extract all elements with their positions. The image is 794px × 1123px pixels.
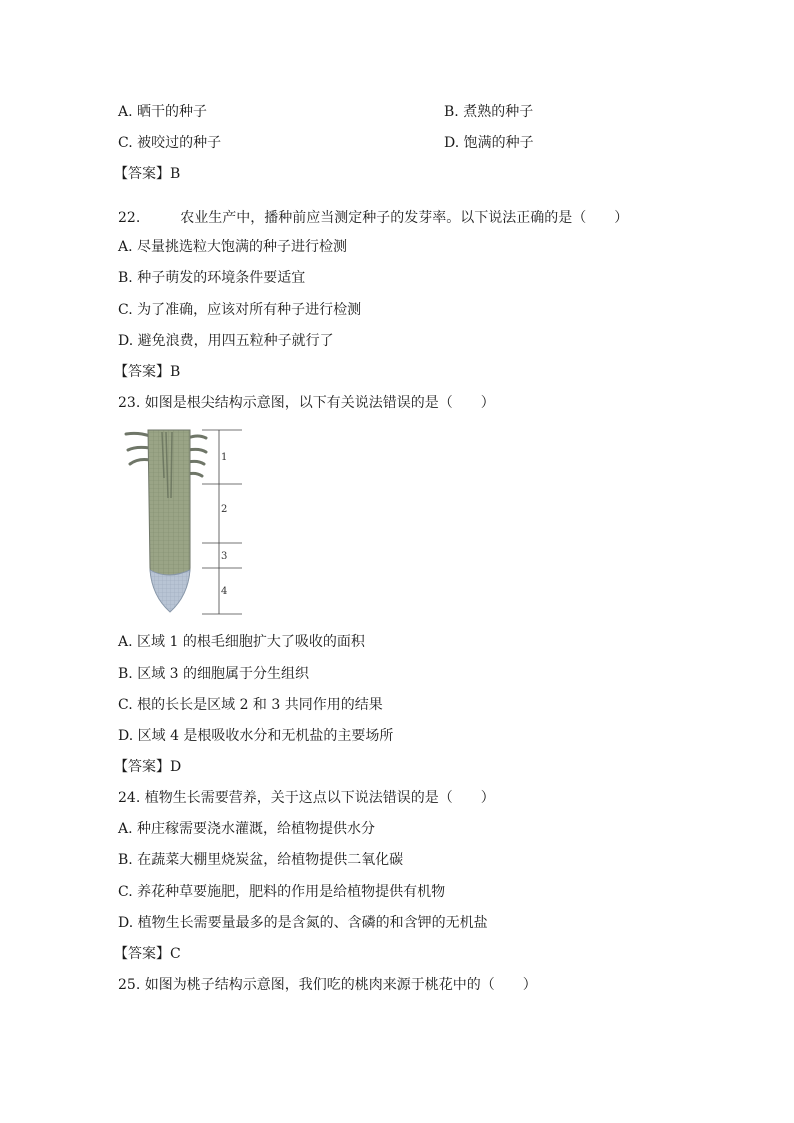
q24-option-d: D. 植物生长需要量最多的是含氮的、含磷的和含钾的无机盐 [118,915,488,931]
q23-option-a: A. 区域 1 的根毛细胞扩大了吸收的面积 [118,634,365,650]
q22-option-b: B. 种子萌发的环境条件要适宜 [118,270,306,286]
q22-stem-text: 农业生产中，播种前应当测定种子的发芽率。以下说法正确的是（ ） [180,210,629,226]
zone-label-1: 1 [221,452,228,463]
q23-option-d: D. 区域 4 是根吸收水分和无机盐的主要场所 [118,728,394,744]
q23-option-b: B. 区域 3 的细胞属于分生组织 [118,666,309,682]
q24-option-b: B. 在蔬菜大棚里烧炭盆，给植物提供二氧化碳 [118,852,404,868]
q21-option-c: C. 被咬过的种子 [118,135,222,151]
q24-option-c: C. 养花种草要施肥，肥料的作用是给植物提供有机物 [118,884,446,900]
q22-option-a: A. 尽量挑选粒大饱满的种子进行检测 [118,239,348,255]
root-cap [150,570,190,612]
q21-answer: 【答案】B [114,166,181,182]
q22-option-d: D. 避免浪费，用四五粒种子就行了 [118,333,334,349]
q23-answer: 【答案】D [114,759,182,775]
q21-option-d: D. 饱满的种子 [444,135,534,151]
q21-option-b: B. 煮熟的种子 [444,104,534,120]
q23-option-c: C. 根的长长是区域 2 和 3 共同作用的结果 [118,697,383,713]
zone-label-3: 3 [221,551,228,562]
q22-option-c: C. 为了准确，应该对所有种子进行检测 [118,302,362,318]
q22-stem [118,208,628,228]
q25-stem: 25. 如图为桃子结构示意图，我们吃的桃肉来源于桃花中的（ ） [118,977,537,993]
root-tip-diagram [118,428,248,616]
q24-stem: 24. 植物生长需要营养，关于这点以下说法错误的是（ ） [118,790,495,806]
root-hairs-right [188,436,206,476]
q23-stem: 23. 如图是根尖结构示意图，以下有关说法错误的是（ ） [118,395,495,411]
q24-answer: 【答案】C [114,946,181,962]
q22-number: 22. [118,210,141,226]
zone-label-4: 4 [221,586,228,597]
q22-answer: 【答案】B [114,364,181,380]
zone-label-2: 2 [221,504,228,515]
q24-option-a: A. 种庄稼需要浇水灌溉，给植物提供水分 [118,821,376,837]
root-hairs-left [126,433,150,464]
q21-option-a: A. 晒干的种子 [118,104,208,120]
